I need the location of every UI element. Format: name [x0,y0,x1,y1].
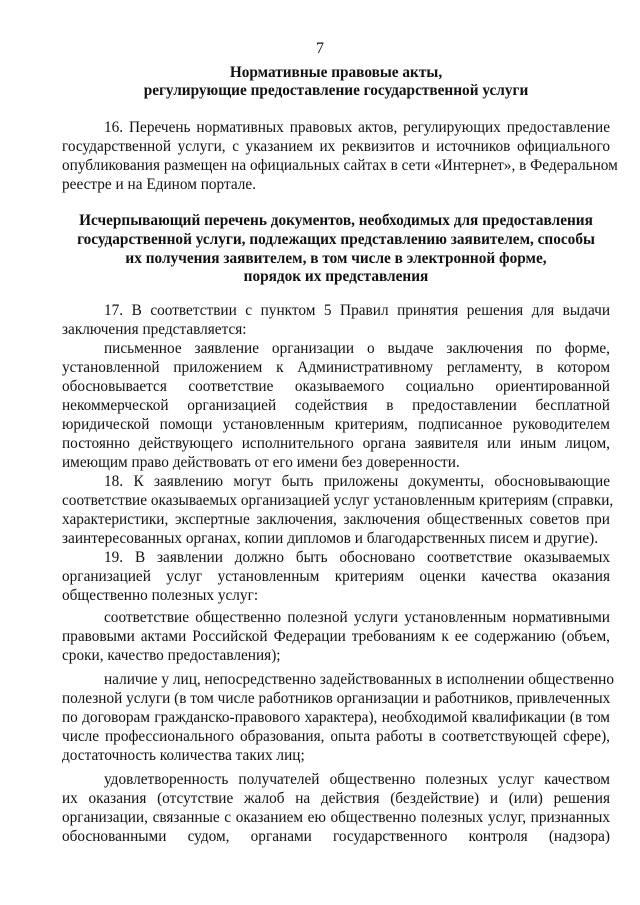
paragraph-line: опубликования размещен на официальных сайтах в сети «Интернет», в Федеральном [62,157,618,174]
paragraph-line: организацией услуг установленным критериям оценки качества оказания [62,568,610,585]
paragraph-line: постоянно действующего исполнительного органа заявителя или иным лицом, [62,435,610,452]
paragraph-line: обосновывается соответствие оказываемого социально ориентированной [62,378,610,395]
paragraph-line: 18. К заявлению могут быть приложены документы, обосновывающие [104,473,610,490]
paragraph-line: наличие у лиц, непосредственно задействованных в исполнении общественно [104,671,615,688]
paragraph-line: соответствие оказываемых организацией услуг установленным критериям (справки, [62,492,614,509]
paragraph-line: обоснованными судом, органами государственного контроля (надзора) [62,828,610,845]
paragraph-line: заинтересованных органах, копии дипломов и благодарственных писем и другие). [62,530,599,547]
paragraph-line: соответствие общественно полезной услуги установленным нормативными [104,609,610,626]
paragraph-line: общественно полезных услуг: [62,587,259,604]
heading-line: государственной услуги, подлежащих представлению заявителем, способы [77,231,595,248]
heading-line: Исчерпывающий перечень документов, необходимых для предоставления [79,212,593,229]
paragraph-line: 19. В заявлении должно быть обосновано соответствие оказываемых [104,549,610,566]
heading-line: Нормативные правовые акты, [229,64,443,81]
paragraph-line: юридической помощи установленным критериям, подписанное руководителем [62,416,610,433]
paragraph-line: организации, связанные с оказанием ею общественно полезных услуг, признанных [62,809,610,826]
heading-line: их получения заявителем, в том числе в электронной форме, [125,250,547,267]
paragraph-line: полезной услуги (в том числе работников организации и работников, привлеченных [62,690,611,707]
paragraph-line: удовлетворенность получателей общественно полезных услуг качеством [104,771,610,788]
paragraph-line: установленной приложением к Административному регламенту, в котором [62,359,610,376]
paragraph-line: характеристики, экспертные заключения, заключения общественных советов при [62,511,610,528]
paragraph-line: государственной услуги, с указанием их реквизитов и источников официального [62,138,610,155]
page-number: 7 [316,40,324,57]
paragraph-line: сроки, качество предоставления); [62,647,281,664]
paragraph-line: 17. В соответствии с пунктом 5 Правил принятия решения для выдачи [104,302,610,319]
paragraph-line: имеющим право действовать от его имени без доверенности. [62,454,460,471]
paragraph-line: 16. Перечень нормативных правовых актов, регулирующих предоставление [104,119,610,136]
paragraph-line: правовыми актами Российской Федерации требованиям к ее содержанию (объем, [62,628,610,645]
paragraph-line: заключения представляется: [62,321,247,338]
paragraph-line: достаточность количества таких лиц; [62,747,305,764]
paragraph-line: письменное заявление организации о выдаче заключения по форме, [104,340,610,357]
paragraph-line: их оказания (отсутствие жалоб на действия (бездействие) и (или) решения [62,790,610,807]
heading-line: регулирующие предоставление государственной услуги [143,82,529,99]
paragraph-line: по договорам гражданско-правового характера), необходимой квалификации (в том [62,709,610,726]
paragraph-line: числе профессионального образования, опыта работы в соответствующей сфере), [62,728,610,745]
heading-line: порядок их представления [243,268,429,285]
paragraph-line: некоммерческой организацией содействия в предоставлении бесплатной [62,397,610,414]
paragraph-line: реестре и на Едином портале. [62,176,257,193]
